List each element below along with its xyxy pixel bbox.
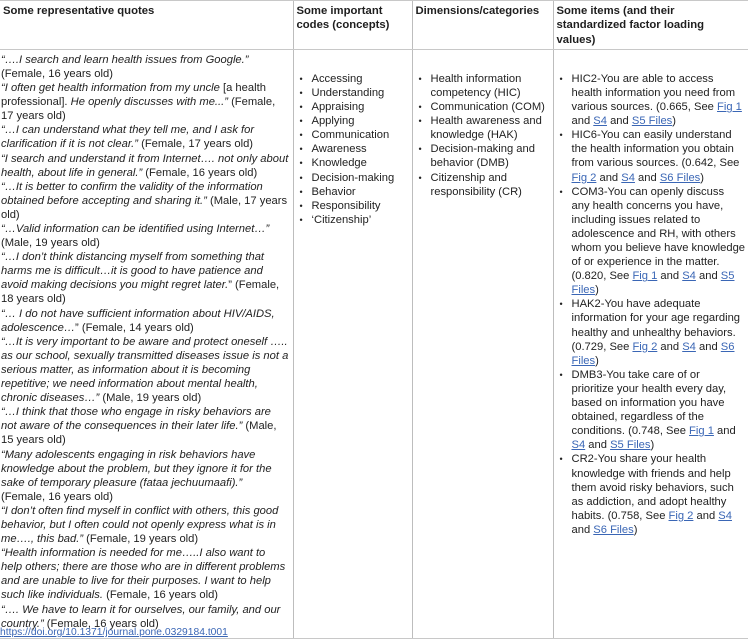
fig-link[interactable]: Fig 1 [689,425,714,438]
list-item: • Responsibility [299,199,381,212]
files-link[interactable]: S6 Files [659,171,701,184]
list-item: • Applying [299,115,355,128]
fig-link[interactable]: Fig 1 [717,101,742,114]
quote: “Many adolescents engaging in risk behaviors have knowledge about the problem, but they ignore it for the sake of temporary pleasure (fataa jechuumaafi).” (Female, 16 years old) [1,448,272,503]
header-codes: Some important codes (concepts) [293,1,412,50]
quote: “… I do not have sufficient information about HIV/AIDS, adolescence…” (Female, 14 years old) [1,307,275,334]
header-quotes: Some representative quotes [0,1,293,50]
list-item: • Health information competency (HIC) [418,72,522,99]
quote: “…It is better to confirm the validity of the information obtained before accepting and sharing it.” (Male, 17 years old) [1,180,288,221]
bullet-icon: • [559,73,563,84]
quote: “…I don’t think distancing myself from something that harms me is difficult…it is good to have patience and avoid making decisions you might regret later.” (Female, 18 years old) [1,251,280,306]
bullet-icon: • [299,172,303,183]
files-link[interactable]: S6 Files [593,523,634,536]
header-items: Some items (and their standardized factor loading values) [553,1,748,50]
quote: “…Valid information can be identified using Internet…” (Male, 19 years old) [1,223,270,250]
fig-link[interactable]: Fig 2 [571,171,597,184]
fig-link[interactable]: Fig 1 [632,270,658,283]
list-item: • Decision-making and behavior (DMB) [418,143,535,170]
header-dimensions: Dimensions/categories [412,1,553,50]
quote: “…It is very important to be aware and protect oneself ….. as our school, sexually transmitted diseases issue is not a serious matter, as information about it is becoming repetitive; we need information about mental health, chronic diseases…” (Male, 19 years old) [1,335,289,405]
fig-link[interactable]: Fig 2 [668,509,694,522]
quote: “….I search and learn health issues from Google.” (Female, 16 years old) [1,53,249,80]
supp-link[interactable]: S4 [571,439,586,452]
bullet-icon: • [299,73,303,84]
bullet-icon: • [299,130,303,141]
list-item: • Citizenship and responsibility (CR) [418,171,522,198]
supp-link[interactable]: S4 [718,509,732,522]
quote: “…I can understand what they tell me, and I ask for clarification if it is not clear.” (Female, 17 years old) [1,124,255,151]
bullet-icon: • [299,214,303,225]
quote: “…. We have to learn it for ourselves, our family, and our country.” (Female, 16 years old) [1,603,281,630]
bullet-icon: • [559,454,563,465]
bullet-icon: • [559,186,563,197]
quote: “…I think that those who engage in risky behaviors are not aware of the consequences in their later life.” (Male, 15 years old) [1,406,277,447]
supp-link[interactable]: S4 [593,115,607,128]
list-item: • Health awareness and knowledge (HAK) [418,115,542,142]
quote: “I often get health information from my uncle [a health professional]. He openly discusses with me...” (Female, 17 years old) [1,82,276,123]
list-item: • Accessing [299,72,363,85]
files-link[interactable]: S5 Files [571,270,735,297]
list-item: • Awareness [299,143,367,156]
bullet-icon: • [299,200,303,211]
list-item: • Decision-making [299,171,395,184]
list-item: • Communication (COM) [418,101,545,114]
list-item: • Understanding [299,86,385,99]
bullet-icon: • [418,144,422,155]
list-item: • Knowledge [299,157,367,170]
bullet-icon: • [418,102,422,113]
files-link[interactable]: S6 Files [571,340,735,367]
dimensions-cell [412,49,553,638]
list-item: • Appraising [299,101,365,114]
quote: “I don’t often find myself in conflict with others, this good behavior, but I often could not openly express what is in me…., this bad.” (Female, 19 years old) [1,504,279,546]
bullet-icon: • [299,116,303,127]
bullet-icon: • [299,144,303,155]
bullet-icon: • [299,158,303,169]
list-item: • COM3-You can openly discuss any health concerns you have, including issues related to adolescence and RH, with others whom you believe have knowledge of or experience in the matter. (0.820, See Fig 1 and S4 and S5 Files) [559,185,746,297]
supp-link[interactable]: S4 [682,340,696,353]
list-item: • Behavior [299,185,356,198]
bullet-icon: • [299,102,303,113]
list-item: • HIC6-You can easily understand the health information you obtain from various sources. (0.642, See Fig 2 and S4 and S6 Files) [559,129,740,184]
files-link[interactable]: S5 Files [610,439,651,452]
bullet-icon: • [418,116,422,127]
quote: “Health information is needed for me…..I also want to help others; there are those who are in different problems and are unable to live for their purposes. I want to help such like individuals. (Female, 16 years old) [1,547,286,602]
bullet-icon: • [299,186,303,197]
fig-link[interactable]: Fig 2 [632,340,658,353]
list-item: • HAK2-You have adequate information for your age regarding healthy and unhealthy behaviors. (0.729, See Fig 2 and S4 and S6 Files) [559,298,741,367]
items-list [557,72,746,537]
items-cell [553,49,748,638]
table-row [0,49,748,638]
dimensions-list [416,72,550,199]
bullet-icon: • [559,299,563,310]
list-item: • Communication [299,129,390,142]
codes-cell [293,49,412,638]
table-header-row [0,1,748,50]
bullet-icon: • [418,172,422,183]
bullet-icon: • [559,130,563,141]
list-item: • HIC2-You are able to access health information you need from various sources. (0.665, See Fig 1 and S4 and S5 Files) [559,72,742,128]
bullet-icon: • [418,73,422,84]
quote: “I search and understand it from Internet…. not only about health, about life in general.” (Female, 16 years old) [1,152,289,179]
list-item: • CR2-You share your health knowledge with friends and help them avoid risky behaviors, such as addiction, and adopt healthy habits. (0.758, See Fig 2 and S4 and S6 Files) [559,453,734,536]
bullet-icon: • [299,87,303,98]
supp-link[interactable]: S4 [682,270,696,283]
codes-list [297,72,409,227]
bullet-icon: • [559,369,563,380]
files-link[interactable]: S5 Files [631,115,673,128]
quotes-cell [0,49,293,638]
supp-link[interactable]: S4 [621,171,635,184]
list-item: • DMB3-You take care of or prioritize your health every day, based on information you have obtained, regardless of the conditions. (0.748, See Fig 1 and S4 and S5 Files) [559,368,736,452]
list-item: • ‘Citizenship’ [299,213,372,226]
doi-link[interactable]: https://doi.org/10.1371/journal.pone.0329184.t001 [0,627,228,638]
